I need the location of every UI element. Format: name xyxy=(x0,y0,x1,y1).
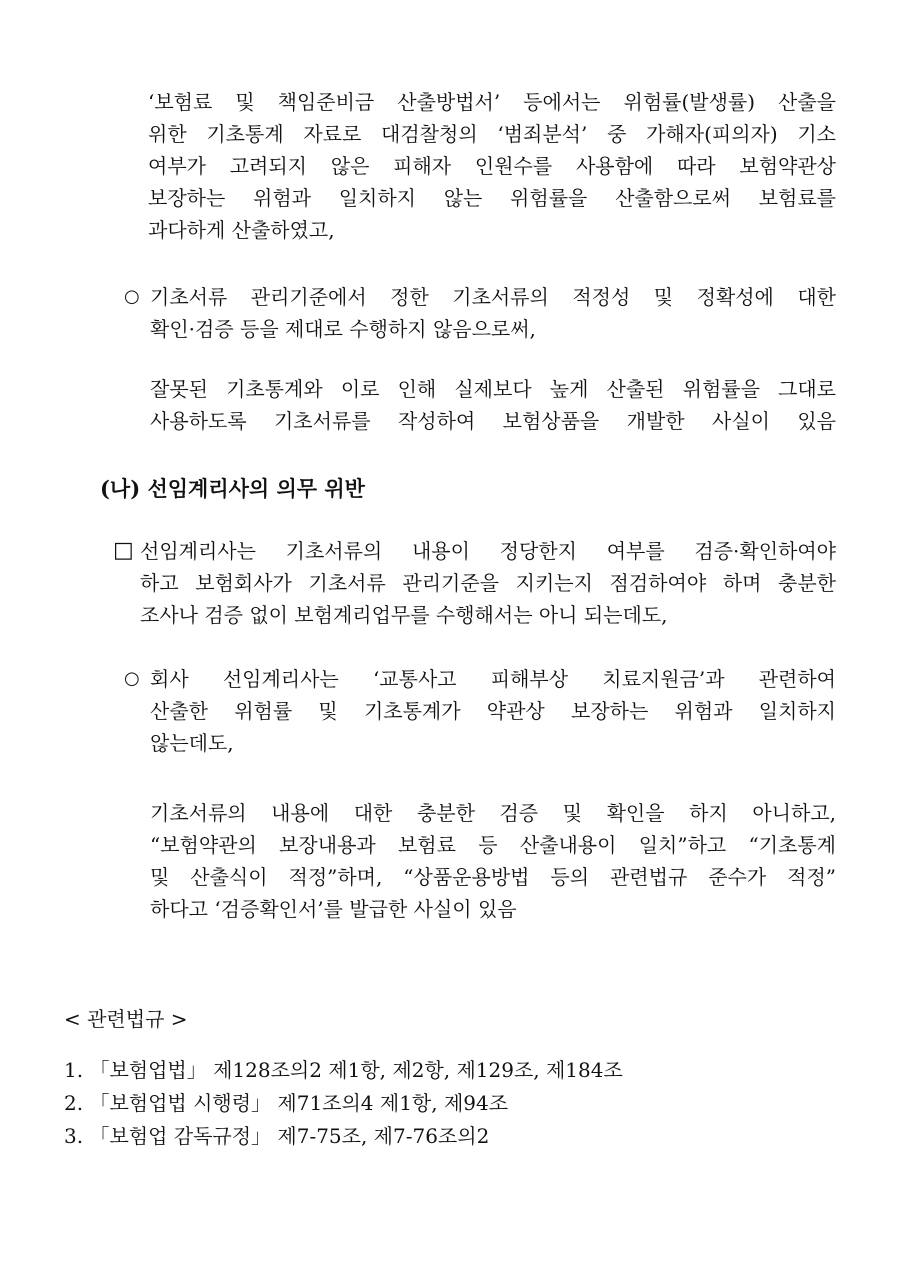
circle-bullet-icon: ○ xyxy=(124,286,140,307)
text-line: 잘못된 기초통계와 이로 인해 실제보다 높게 산출된 위험률을 그대로 xyxy=(150,377,836,401)
circle-bullet-icon: ○ xyxy=(124,668,140,689)
text-line: 산출한 위험률 및 기초통계가 약관상 보장하는 위험과 일치하지 xyxy=(150,699,836,723)
text-line: 여부가 고려되지 않은 피해자 인원수를 사용함에 따라 보험약관상 xyxy=(148,154,836,178)
text-line: 기초서류 관리기준에서 정한 기초서류의 적정성 및 정확성에 대한 xyxy=(150,285,836,309)
text-line: 과다하게 산출하였고, xyxy=(148,218,335,242)
text-line: 선임계리사는 기초서류의 내용이 정당한지 여부를 검증·확인하여야 xyxy=(140,539,836,563)
checkbox-square-icon: □ xyxy=(113,538,134,563)
heading-text: (나) 선임계리사의 의무 위반 xyxy=(100,476,365,501)
text-line: 회사 선임계리사는 ‘교통사고 피해부상 치료지원금’과 관련하여 xyxy=(150,667,836,691)
section-heading xyxy=(100,473,700,505)
laws-title-text: < 관련법규 > xyxy=(64,1007,188,1031)
text-line: 보장하는 위험과 일치하지 않는 위험률을 산출함으로써 보험료를 xyxy=(148,186,836,210)
text-line: 조사나 검증 없이 보험계리업무를 수행해서는 아니 되는데도, xyxy=(140,603,668,627)
law-item: 1. 「보험업법」 제128조의2 제1항, 제2항, 제129조, 제184조 xyxy=(64,1058,623,1082)
text-line: 사용하도록 기초서류를 작성하여 보험상품을 개발한 사실이 있음 xyxy=(150,409,836,433)
text-line: ‘보험료 및 책임준비금 산출방법서’ 등에서는 위험률(발생률) 산출을 xyxy=(148,90,836,114)
paragraph-appointed-actuary-duty xyxy=(140,535,836,631)
text-line: 위한 기초통계 자료로 대검찰청의 ‘범죄분석’ 중 가해자(피의자) 기소 xyxy=(148,122,836,146)
text-line: 않는데도, xyxy=(150,731,234,755)
paragraph-basic-documents-verification xyxy=(150,281,836,345)
text-line: 하다고 ‘검증확인서’를 발급한 사실이 있음 xyxy=(150,897,517,921)
paragraph-premium-calculation xyxy=(148,86,836,246)
law-item: 2. 「보험업법 시행령」 제71조의4 제1항, 제94조 xyxy=(64,1091,509,1115)
text-line: 하고 보험회사가 기초서류 관리기준을 지키는지 점검하여야 하며 충분한 xyxy=(140,571,836,595)
text-line: 및 산출식이 적정”하며, “상품운용방법 등의 관련법규 준수가 적정” xyxy=(150,865,836,889)
related-laws-title xyxy=(64,1003,464,1035)
paragraph-verification-certificate xyxy=(150,797,836,925)
text-line: 기초서류의 내용에 대한 충분한 검증 및 확인을 하지 아니하고, xyxy=(150,801,836,825)
law-item: 3. 「보험업 감독규정」 제7-75조, 제7-76조의2 xyxy=(64,1124,490,1148)
paragraph-wrong-statistics xyxy=(150,373,836,437)
text-line: 확인·검증 등을 제대로 수행하지 않음으로써, xyxy=(150,317,536,341)
related-laws-list xyxy=(64,1054,844,1153)
paragraph-actuary-traffic-accident xyxy=(150,663,836,759)
text-line: “보험약관의 보장내용과 보험료 등 산출내용이 일치”하고 “기초통계 xyxy=(150,833,836,857)
